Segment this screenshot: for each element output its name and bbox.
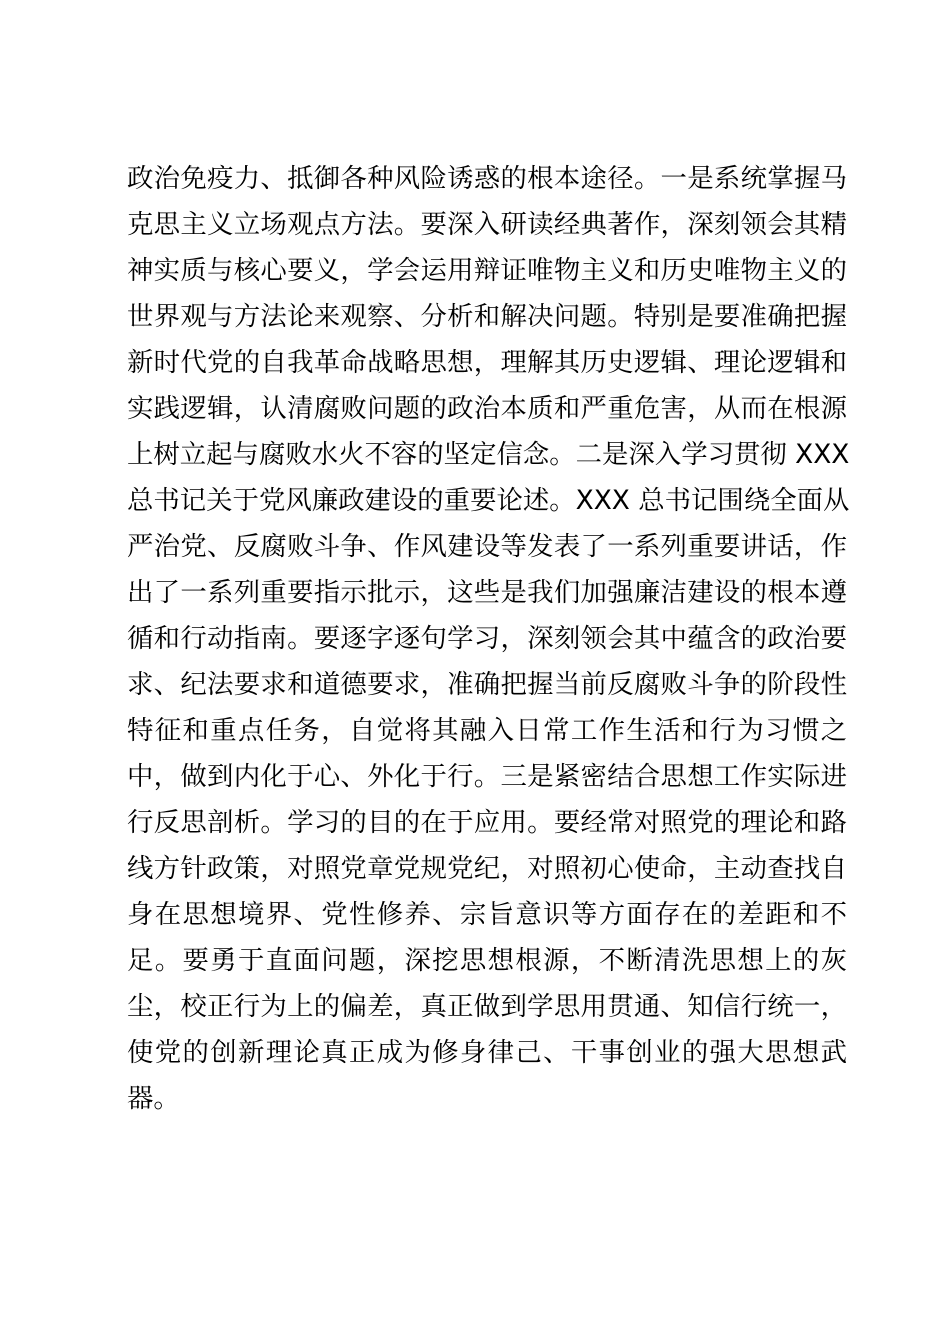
paragraph-line: 使党的创新理论真正成为修身律己、干事创业的强大思想武 bbox=[127, 1037, 847, 1068]
paragraph-line: 政治免疫力、抵御各种风险诱惑的根本途径。一是系统掌握马 bbox=[127, 163, 847, 194]
paragraph-last-line: 器。 bbox=[127, 1083, 180, 1114]
body-paragraph bbox=[127, 156, 850, 1122]
paragraph-line: 新时代党的自我革命战略思想，理解其历史逻辑、理论逻辑和 bbox=[127, 347, 847, 378]
paragraph-line: 出了一系列重要指示批示，这些是我们加强廉洁建设的根本遵 bbox=[127, 577, 847, 608]
paragraph-line: 实践逻辑，认清腐败问题的政治本质和严重危害，从而在根源 bbox=[127, 393, 847, 424]
paragraph-line: 尘，校正行为上的偏差，真正做到学思用贯通、知信行统一， bbox=[127, 991, 847, 1022]
paragraph-line: 世界观与方法论来观察、分析和解决问题。特别是要准确把握 bbox=[127, 301, 847, 332]
paragraph-line: 上树立起与腐败水火不容的坚定信念。二是深入学习贯彻 XXX bbox=[127, 439, 850, 470]
paragraph-line: 身在思想境界、党性修养、宗旨意识等方面存在的差距和不 bbox=[127, 899, 847, 930]
paragraph-line: 求、纪法要求和道德要求，准确把握当前反腐败斗争的阶段性 bbox=[127, 669, 847, 700]
paragraph-line: 克思主义立场观点方法。要深入研读经典著作，深刻领会其精 bbox=[127, 209, 847, 240]
paragraph-line: 足。要勇于直面问题，深挖思想根源，不断清洗思想上的灰 bbox=[127, 945, 847, 976]
paragraph-line: 总书记关于党风廉政建设的重要论述。XXX 总书记围绕全面从 bbox=[127, 485, 850, 516]
paragraph-line: 特征和重点任务，自觉将其融入日常工作生活和行为习惯之 bbox=[127, 715, 847, 746]
paragraph-line: 循和行动指南。要逐字逐句学习，深刻领会其中蕴含的政治要 bbox=[127, 623, 847, 654]
paragraph-line: 神实质与核心要义，学会运用辩证唯物主义和历史唯物主义的 bbox=[127, 255, 847, 286]
paragraph-line: 线方针政策，对照党章党规党纪，对照初心使命，主动查找自 bbox=[127, 853, 847, 884]
paragraph-line: 行反思剖析。学习的目的在于应用。要经常对照党的理论和路 bbox=[127, 807, 847, 838]
paragraph-line: 中，做到内化于心、外化于行。三是紧密结合思想工作实际进 bbox=[127, 761, 847, 792]
paragraph-line: 严治党、反腐败斗争、作风建设等发表了一系列重要讲话，作 bbox=[127, 531, 847, 562]
